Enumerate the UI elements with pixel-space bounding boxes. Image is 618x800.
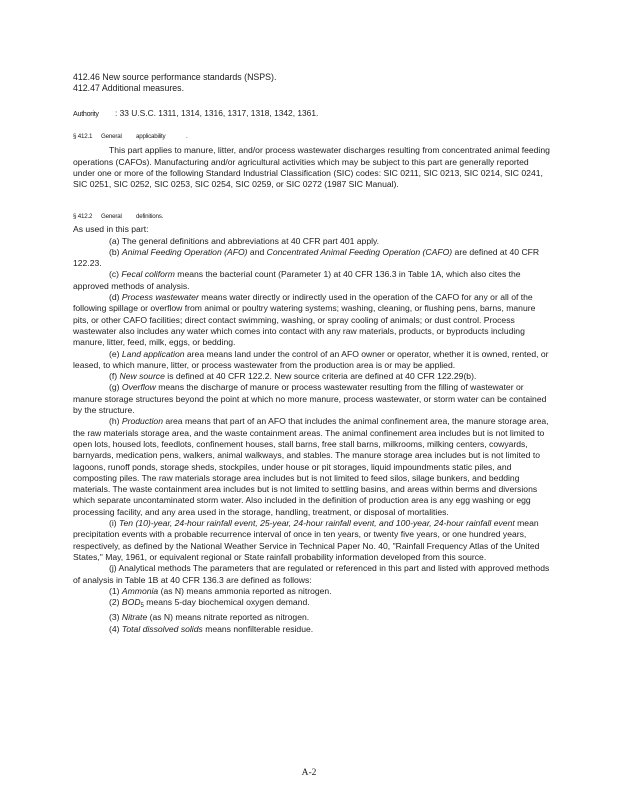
definition-h: (h) Production area means that part of an AFO that includes the animal confinement area, the manure storage area, the raw materials storage area, and the waste containment areas. The animal confinement area includes but is not limited to open lots, housed lots, feedlots, confinement houses, stall barns, free stall barns, milkrooms, milking centers, cowyards, barnyards, medication pens, walkers, animal walkways, and stables. The manure storage area includes but is not limited to lagoons, runoff ponds, storage sheds, stockpiles, under house or pit storages, liquid impoundments static piles, and composting piles. The raw materials storage area includes but is not limited to feed silos, silage bunkers, and bedding materials. The waste containment area includes but is not limited to settling basins, and areas within berms and diversions which separate uncontaminated storm water. Also included in the definition of production area is any egg washing or egg processing facility, and any area used in the storage, handling, treatment, or disposal of mortalities.	[73, 416, 549, 517]
definition-j-3: (3) Nitrate (as N) means nitrate reported as nitrogen.	[109, 612, 310, 623]
definition-f: (f) New source is defined at 40 CFR 122.2. New source criteria are defined at 40 CFR 122.29(b).	[109, 371, 477, 382]
page-number: A-2	[301, 768, 317, 778]
section-title-word: General	[101, 133, 122, 140]
section-heading	[73, 131, 553, 142]
toc-line: 412.46 New source performance standards (NSPS).	[73, 72, 277, 82]
definition-j-1: (1) Ammonia (as N) means ammonia reported as nitrogen.	[109, 585, 332, 596]
definition-c: (c) Fecal coliform means the bacterial count (Parameter 1) at 40 CFR 136.3 in Table 1A, which also cites the approved methods of analysis.	[73, 269, 521, 291]
section-412-2	[73, 211, 553, 635]
authority-line	[73, 108, 553, 119]
section-heading	[73, 211, 553, 222]
definition-g: (g) Overflow means the discharge of manure or process wastewater resulting from the filling of wastewater or manure storage structures beyond the point at which no more manure, process wastewater, or storm water can be contained by the structure.	[73, 382, 547, 416]
section-412-1	[73, 131, 553, 190]
definition-a: (a) The general definitions and abbreviations at 40 CFR part 401 apply.	[109, 235, 380, 246]
definition-e: (e) Land application area means land under the control of an AFO owner or operator, whether it is owned, rented, or leased, to which manure, litter, or process wastewater from the production area is or may be applied.	[73, 348, 549, 370]
section-number: § 412.1	[73, 133, 93, 140]
section-paragraph: This part applies to manure, litter, and/or process wastewater discharges resulting from concentrated animal feeding operations (CAFOs). Manufacturing and/or agricultural activities which may be subject to this part are generally reported under one or more of the following Standard Industrial Classification (SIC) codes: SIC 0211, SIC 0213, SIC 0214, SIC 0241, SIC 0251, SIC 0252, SIC 0253, SIC 0254, SIC 0259, or SIC 0272 (1987 SIC Manual).	[73, 145, 550, 190]
definition-i: (i) Ten (10)-year, 24-hour rainfall event, 25-year, 24-hour rainfall event, and 100-year, 24-hour rainfall event mean precipitation events with a probable recurrence interval of once in ten years, or twenty five years, or one hundred years, respectively, as defined by the National Weather Service in Technical Paper No. 40, "Rainfall Frequency Atlas of the United States," May, 1961, or equivalent regional or State rainfall probability information developed from this source.	[73, 518, 540, 562]
definitions-intro: As used in this part:	[73, 224, 149, 235]
definition-j-4: (4) Total dissolved solids means nonfilterable residue.	[109, 623, 314, 634]
definition-b: (b) Animal Feeding Operation (AFO) and Concentrated Animal Feeding Operation (CAFO) are defined at 40 CFR 122.23.	[73, 246, 540, 269]
table-of-contents	[73, 72, 553, 95]
section-title-word: General	[101, 213, 122, 220]
section-title-word: definitions.	[136, 213, 164, 220]
authority-label: Authority	[73, 109, 99, 118]
section-number: § 412.2	[73, 213, 93, 220]
definition-j-2: (2) $BOD_5$ means 5-day biochemical oxygen demand.	[109, 597, 310, 610]
definition-j: (j) Analytical methods The parameters that are regulated or referenced in this part and listed with approved methods of analysis in Table 1B at 40 CFR 136.3 are defined as follows:	[73, 563, 550, 585]
toc-line: 412.47 Additional measures.	[73, 83, 185, 94]
section-title-end: .	[186, 133, 188, 140]
authority-text: : 33 U.S.C. 1311, 1314, 1316, 1317, 1318, 1342, 1361.	[115, 108, 319, 118]
section-title-word: applicability	[136, 133, 166, 140]
definition-d: (d) Process wastewater means water directly or indirectly used in the operation of the CAFO for any or all of the following spillage or overflow from animal or poultry watering systems; washing, cleaning, or flushing pens, barns, manure pits, or other CAFO facilities; direct contact swimming, washing, or spray cooling of animals; or dust control. Process wastewater also includes any water which comes into contact with any raw materials, products, or byproducts including manure, litter, feed, milk, eggs, or bedding.	[73, 292, 536, 348]
